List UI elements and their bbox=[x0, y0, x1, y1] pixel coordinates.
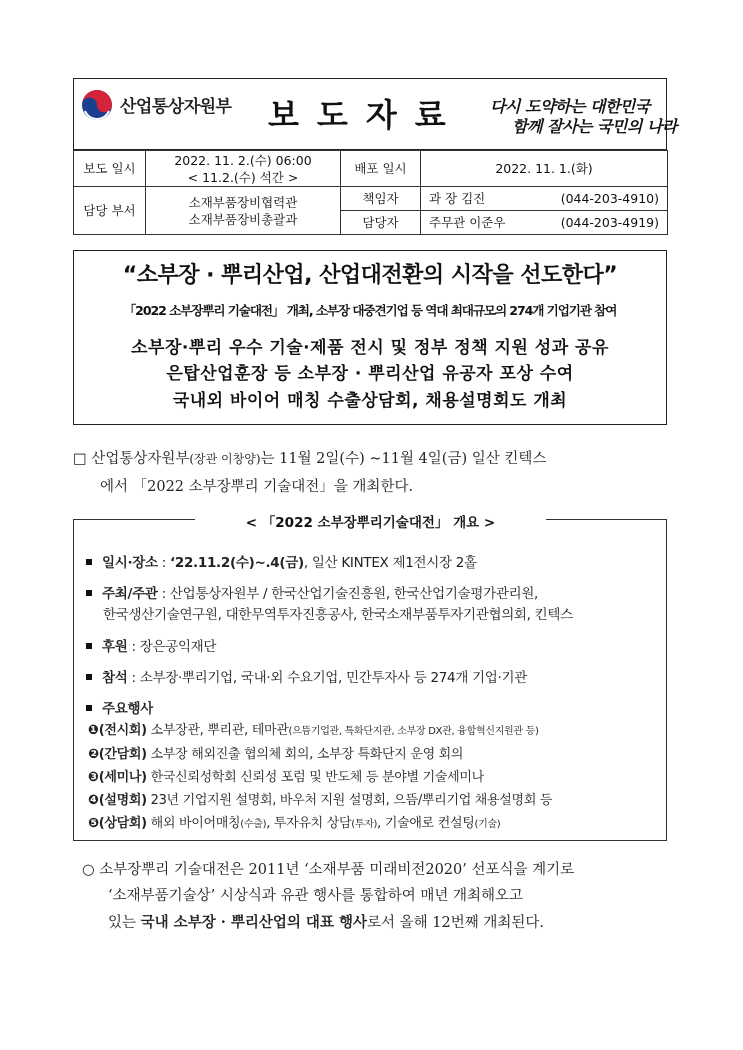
para2-line3-post: 로서 올해 12번째 개최된다. bbox=[367, 915, 544, 931]
overview-participants-label: 참석 bbox=[102, 670, 128, 686]
doc-title: 보도자료 bbox=[268, 96, 464, 134]
headline-point2: 은탑산업훈장 등 소부장 · 뿌리산업 유공자 포상 수여 bbox=[166, 364, 574, 384]
overview-host-line2: 한국생산기술연구원, 대한무역투자진흥공사, 한국소재부품투자기관협의회, 킨텍스 bbox=[103, 607, 573, 623]
para1-event: 「2022 소부장뿌리 기술대전」 bbox=[132, 479, 334, 495]
event5-row bbox=[88, 812, 500, 831]
report-date-value bbox=[146, 151, 341, 187]
manager-phone: (044-203-4910) bbox=[560, 191, 659, 206]
department-line2: 소재부품장비총괄과 bbox=[188, 211, 298, 227]
event3-label: ❸(세미나) bbox=[88, 770, 147, 785]
para2-line3 bbox=[108, 911, 544, 932]
para2-line3-pre: 있는 bbox=[108, 915, 141, 931]
manager-contact bbox=[421, 187, 668, 211]
square-bullet-icon bbox=[86, 705, 92, 711]
overview-events-row bbox=[86, 697, 153, 717]
overview-events-label: 주요행사 bbox=[102, 701, 153, 717]
overview-date-bold: ‘22.11.2(수)~.4(금) bbox=[170, 555, 304, 571]
event4-row bbox=[88, 789, 552, 808]
report-date-label: 보도 일시 bbox=[74, 151, 146, 187]
para2-line1: ○ 소부장뿌리 기술대전은 2011년 ‘소재부품 미래비전2020’ 선포식을 계기로 bbox=[82, 862, 575, 878]
event4-value: 23년 기업지원 설명회, 바우처 지원 설명회, 으뜸/뿌리기업 채용설명회 등 bbox=[146, 793, 553, 808]
distribution-value: 2022. 11. 1.(화) bbox=[421, 151, 668, 187]
slogan-line1: 다시 도약하는 대한민국 bbox=[490, 97, 650, 116]
square-bullet-icon bbox=[86, 643, 92, 649]
overview-sponsor-value: : 장은공익재단 bbox=[127, 639, 217, 655]
event1-label: ❶(전시회) bbox=[88, 723, 147, 738]
distribution-label: 배포 일시 bbox=[341, 151, 421, 187]
event5-value1: 해외 바이어매칭 bbox=[146, 816, 241, 831]
headline-subtitle: 「2022 소부장뿌리 기술대전」 개최, 소부장 대중견기업 등 역대 최대규모의 274개 기업기관 참여 bbox=[123, 303, 617, 318]
overview-top-border-right bbox=[546, 519, 667, 520]
overview-top-border-left bbox=[73, 519, 195, 520]
para2-line2: ‘소재부품기술상’ 시상식과 유관 행사를 통합하여 매년 개최해오고 bbox=[108, 888, 524, 904]
event3-row bbox=[88, 766, 484, 785]
para1-line2-post: 을 개최한다. bbox=[333, 479, 414, 495]
department-line1: 소재부품장비협력관 bbox=[188, 194, 298, 210]
manager-label: 책임자 bbox=[341, 187, 421, 211]
overview-sponsor-label: 후원 bbox=[102, 639, 128, 655]
overview-host-row bbox=[86, 582, 538, 602]
event5-small2: (투자) bbox=[351, 819, 378, 830]
square-bullet-icon bbox=[86, 559, 92, 565]
headline-point3: 국내외 바이어 매칭 수출상담회, 채용설명회도 개최 bbox=[172, 391, 568, 411]
report-date-line1: 2022. 11. 2.(수) 06:00 bbox=[174, 152, 312, 168]
event5-small3: (기술) bbox=[474, 819, 501, 830]
square-bullet-icon bbox=[86, 590, 92, 596]
para1-line1 bbox=[73, 447, 546, 468]
event2-row bbox=[88, 743, 463, 762]
overview-date-label: 일시·장소 bbox=[102, 555, 158, 571]
event1-row bbox=[88, 719, 539, 738]
headline-point1: 소부장·뿌리 우수 기술·제품 전시 및 정부 정책 지원 성과 공유 bbox=[131, 338, 609, 358]
staff-contact bbox=[421, 211, 668, 235]
event5-label: ❺(상담회) bbox=[88, 816, 147, 831]
para2-line3-bold: 국내 소부장 · 뿌리산업의 대표 행사 bbox=[140, 914, 368, 931]
event2-value: 소부장 해외진출 협의체 회의, 소부장 특화단지 운영 회의 bbox=[146, 747, 464, 762]
overview-date-row: 일시·장소 : ‘22.11.2(수)~.4(금), 일산 KINTEX 제1전시장 2홀 bbox=[86, 551, 477, 571]
taegeuk-logo-icon bbox=[80, 88, 114, 122]
overview-host-label: 주최/주관 bbox=[102, 586, 158, 602]
overview-participants-value: : 소부장·뿌리기업, 국내·외 수요기업, 민간투자사 등 274개 기업·기관 bbox=[127, 670, 528, 686]
staff-label: 담당자 bbox=[341, 211, 421, 235]
staff-name: 주무관 이준우 bbox=[429, 215, 506, 230]
square-bullet-icon bbox=[86, 674, 92, 680]
event5-small1: (수출) bbox=[240, 819, 267, 830]
overview-date-rest: , 일산 KINTEX 제1전시장 2홀 bbox=[303, 555, 477, 571]
overview-title: < 「2022 소부장뿌리기술대전」 개요 > bbox=[245, 515, 496, 531]
manager-name: 과 장 김진 bbox=[429, 191, 486, 206]
event1-value: 소부장관, 뿌리관, 테마관 bbox=[146, 723, 289, 738]
event2-label: ❷(간담회) bbox=[88, 747, 147, 762]
headline-title: “소부장 · 뿌리산업, 산업대전환의 시작을 선도한다” bbox=[122, 263, 618, 288]
para1-line2 bbox=[100, 475, 413, 496]
department-value bbox=[146, 187, 341, 235]
department-label: 담당 부서 bbox=[74, 187, 146, 235]
overview-participants-row bbox=[86, 666, 527, 686]
overview-host-line1: : 산업통상자원부 / 한국산업기술진흥원, 한국산업기술평가관리원, bbox=[157, 586, 539, 602]
event5-value2: , 투자유치 상담 bbox=[266, 816, 352, 831]
overview-sponsor-row bbox=[86, 635, 216, 655]
info-table bbox=[73, 150, 668, 235]
event4-label: ❹(설명회) bbox=[88, 793, 147, 808]
event5-value3: , 기술애로 컨설팅 bbox=[377, 816, 475, 831]
para1-prefix: □ 산업통상자원부 bbox=[73, 451, 190, 467]
para1-rest: 는 11월 2일(수) ~11월 4일(금) 일산 킨텍스 bbox=[260, 451, 547, 467]
report-date-line2: < 11.2.(수) 석간 > bbox=[187, 169, 299, 185]
ministry-name: 산업통상자원부 bbox=[120, 97, 232, 117]
staff-phone: (044-203-4919) bbox=[560, 215, 659, 230]
event1-small: (으뜸기업관, 특화단지관, 소부장 DX관, 융합혁신지원관 등) bbox=[288, 726, 539, 737]
slogan-line2: 함께 잘사는 국민의 나라 bbox=[512, 117, 677, 136]
para1-minister: (장관 이창양) bbox=[189, 452, 261, 466]
para1-line2-pre: 에서 bbox=[100, 479, 133, 495]
event3-value: 한국신뢰성학회 신뢰성 포럼 및 반도체 등 분야별 기술세미나 bbox=[146, 770, 484, 785]
